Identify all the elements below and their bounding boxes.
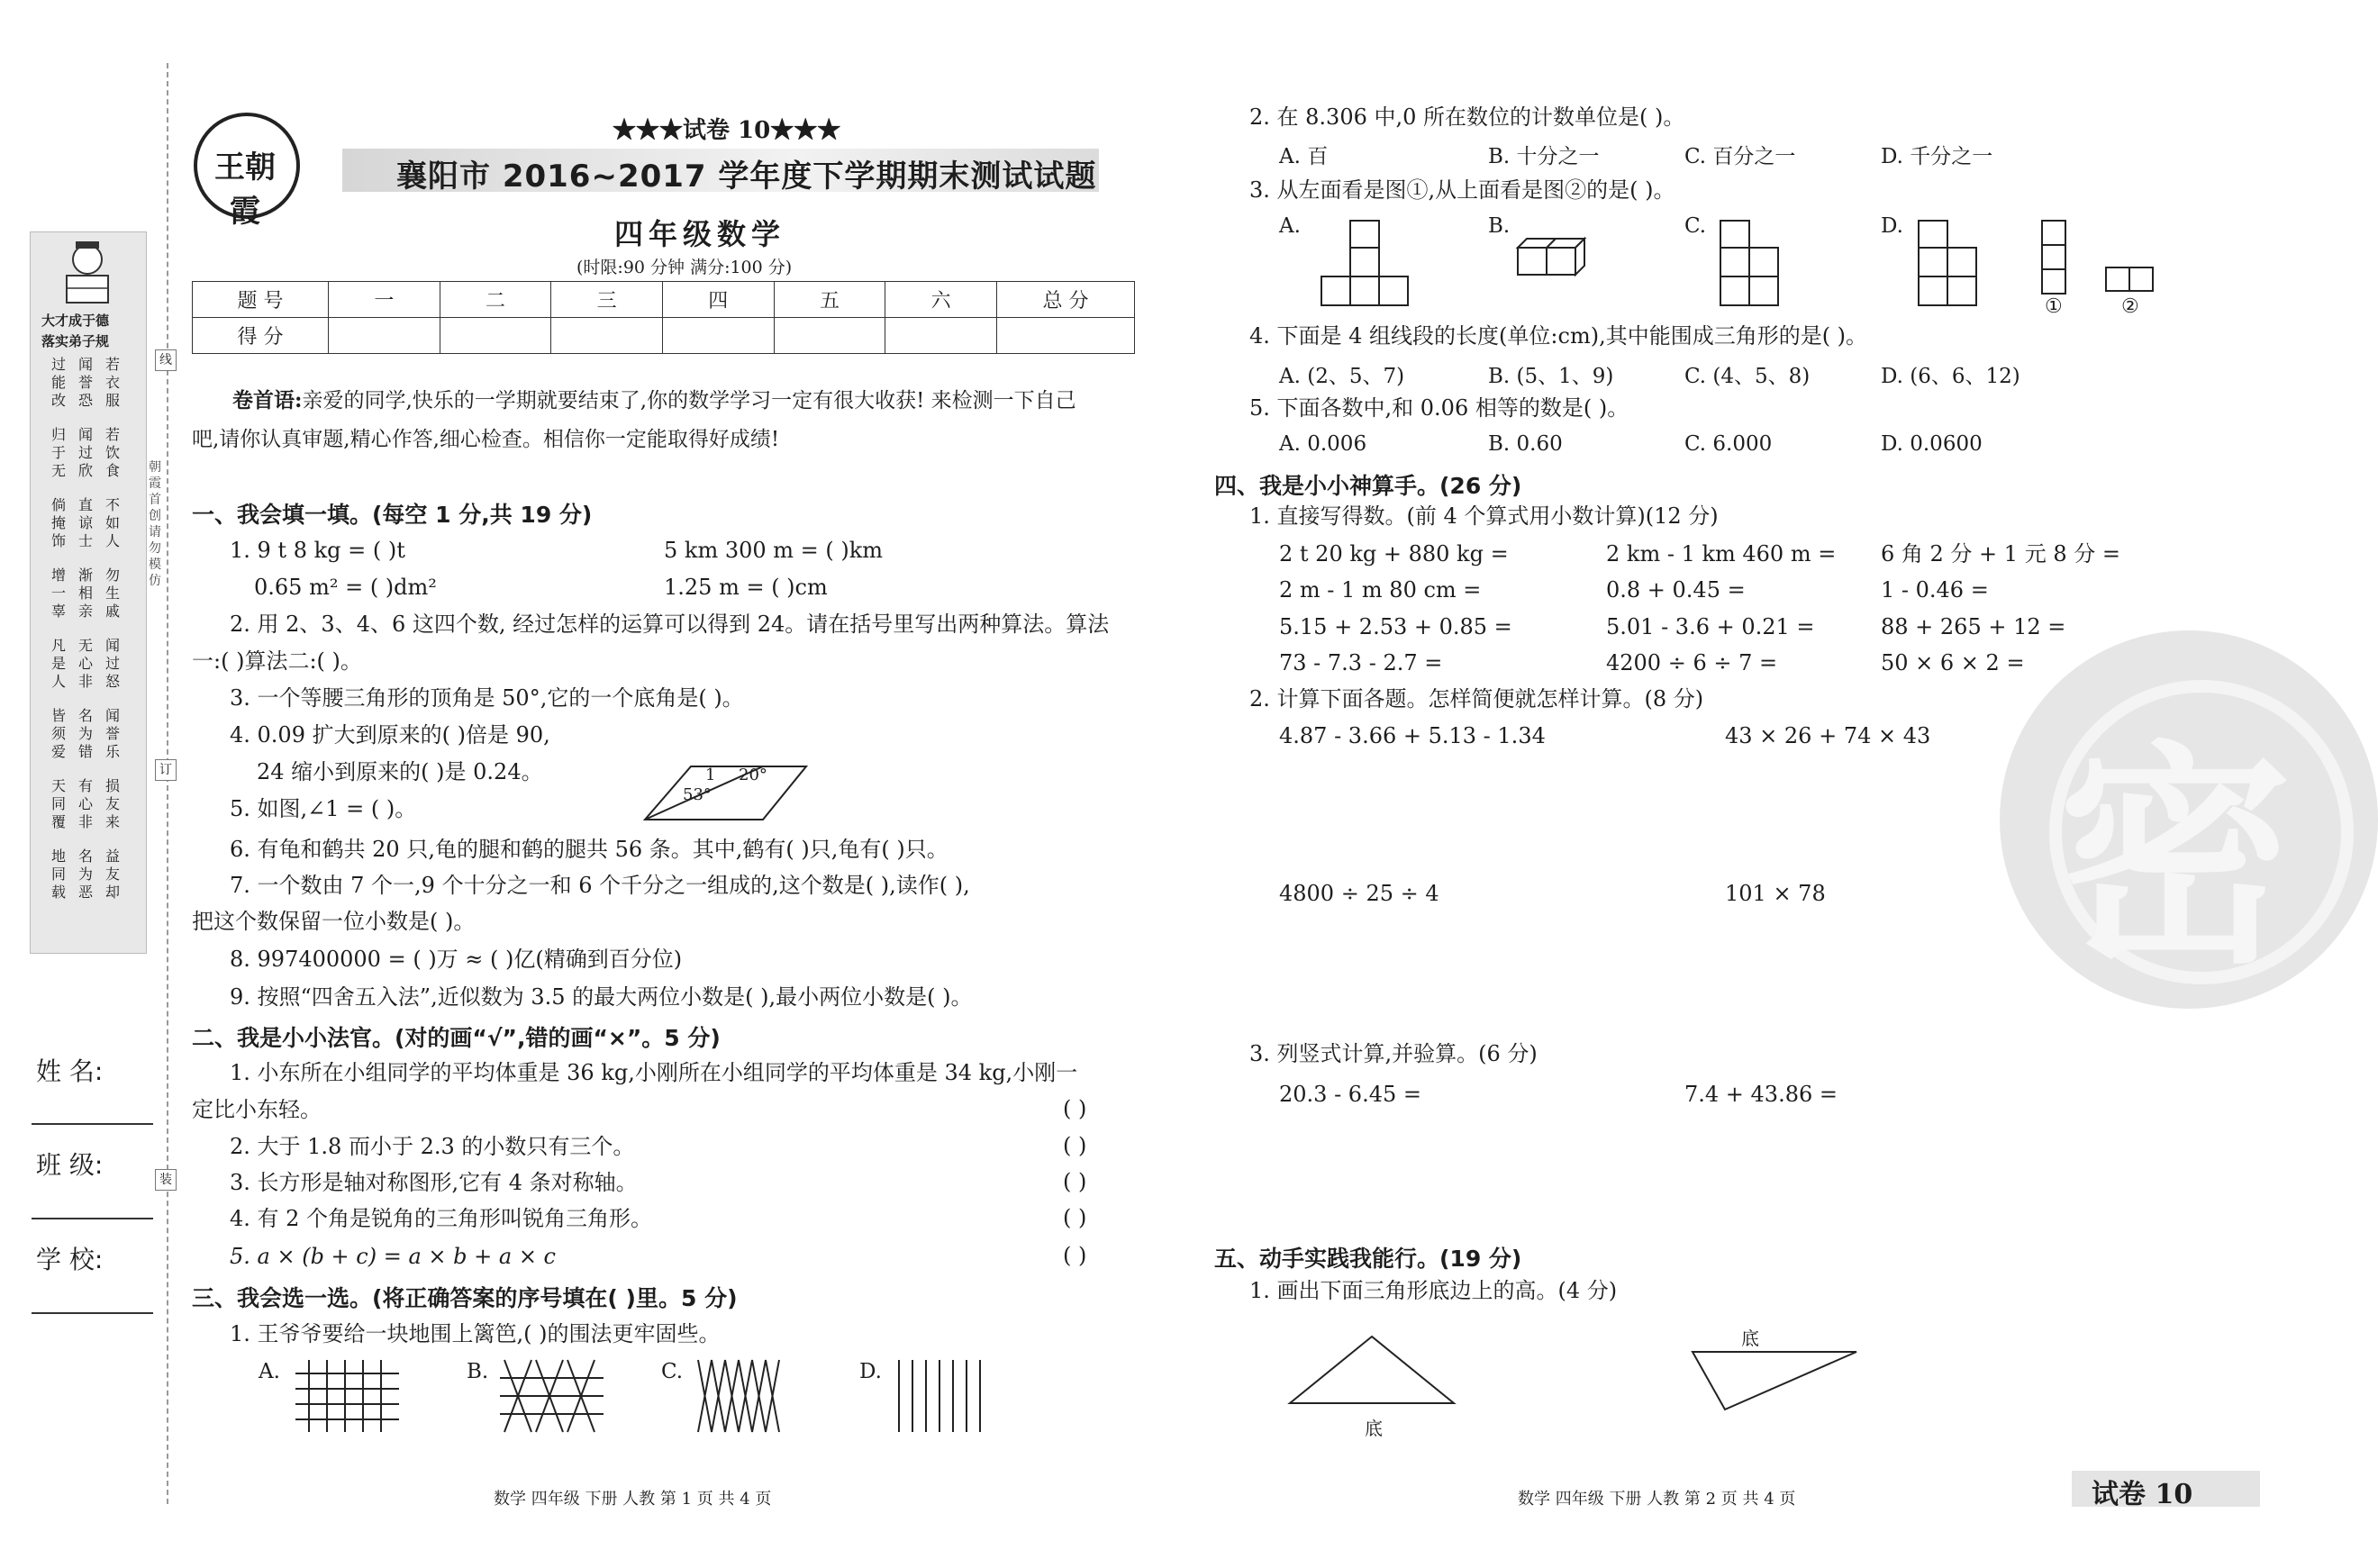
calc-item: 4200 ÷ 6 ÷ 7 = [1606,650,1778,675]
calc-item: 0.8 + 0.45 = [1606,577,1746,603]
score-table-score-row [193,318,1135,354]
s3-q3-opt-d[interactable]: D. [1881,214,1903,238]
s4-p2: 2. 计算下面各题。怎样简便就怎样计算。(8 分) [1249,686,1704,711]
p2-item: 4800 ÷ 25 ÷ 4 [1279,881,1439,906]
verse-group: 有心非 [77,777,93,830]
s3-q2-opt-d[interactable]: D. 千分之一 [1881,145,1993,168]
top-view-figure [2104,266,2156,295]
time-limit: (时限:90 分钟 满分:100 分) [576,258,793,277]
s3-q4: 4. 下面是 4 组线段的长度(单位:cm),其中能围成三角形的是( )。 [1249,323,1868,349]
angle-label-53: 53° [683,785,712,804]
margin-note: 朝霞首创 请勿模仿 [149,460,161,588]
s1-q4b: 24 缩小到原来的( )是 0.24。 [257,759,543,784]
cube-figure-a[interactable] [1317,221,1416,311]
verse-group: 过能改 [50,356,66,409]
s2-q1b: 定比小东轻。 [192,1097,322,1122]
verse-group: 不如人 [104,496,120,549]
p3-item: 7.4 + 43.86 = [1684,1082,1838,1107]
verse-group: 倘掩饰 [50,496,66,549]
angle-label-20: 20° [739,766,767,784]
s4-p1: 1. 直接写得数。(前 4 个算式用小数计算)(12 分) [1249,503,1719,529]
calc-item: 5.01 - 3.6 + 0.21 = [1606,614,1815,639]
calc-item: 2 km - 1 km 460 m = [1606,541,1837,566]
calc-item: 5.15 + 2.53 + 0.85 = [1279,614,1512,639]
s3-q3-opt-c[interactable]: C. [1684,214,1707,238]
s1-q3: 3. 一个等腰三角形的顶角是 50°,它的一个底角是( )。 [230,685,744,711]
paper-number: ★★★试卷 10★★★ [613,117,841,144]
angle-label-1: 1 [705,766,716,784]
fence-opt-a-label: A. [259,1360,280,1383]
s3-q5-opt-a[interactable]: A. 0.006 [1279,432,1367,456]
section-5-title: 五、动手实践我能行。(19 分) [1214,1246,1522,1272]
s3-q4-opt-b[interactable]: B. (5、1、9) [1488,365,1614,388]
class-field[interactable] [32,1218,153,1219]
verse-group: 天同覆 [50,777,66,830]
s2-q1a: 1. 小东所在小组同学的平均体重是 36 kg,小刚所在小组同学的平均体重是 34 kg,小刚一 [230,1060,1078,1085]
s3-q4-opt-c[interactable]: C. (4、5、8) [1684,365,1811,388]
score-cell: 四 [662,282,774,318]
calc-item: 2 m - 1 m 80 cm = [1279,577,1482,603]
s3-q2-opt-b[interactable]: B. 十分之一 [1488,145,1600,168]
verse-group: 皆须爱 [50,707,66,760]
verse-group: 闻誉恐 [77,356,93,409]
fence-grid-c[interactable] [694,1360,784,1432]
score-cell: 五 [774,282,885,318]
fence-grid-d[interactable] [894,1360,985,1432]
section-3-title: 三、我会选一选。(将正确答案的序号填在( )里。5 分) [192,1285,738,1311]
score-table-header-row [193,282,1135,318]
score-cell: 三 [551,282,663,318]
s2-q2: 2. 大于 1.8 而小于 2.3 的小数只有三个。 [230,1134,635,1159]
score-input[interactable] [885,318,997,354]
triangle-figure-1[interactable] [1286,1333,1457,1407]
verse-group: 直谅士 [77,496,93,549]
s3-q3-opt-b[interactable]: B. [1488,214,1511,238]
name-field[interactable] [32,1123,153,1125]
verse-group: 名为错 [77,707,93,760]
s2-q4: 4. 有 2 个角是锐角的三角形叫锐角三角形。 [230,1206,653,1231]
score-input[interactable] [551,318,663,354]
base-label-1: 底 [1365,1418,1383,1439]
s2-q2-answer[interactable]: ( ) [1063,1133,1087,1158]
score-input[interactable] [662,318,774,354]
verse-group: 归于无 [50,426,66,479]
section-4-title: 四、我是小小神算手。(26 分) [1214,473,1522,499]
fence-opt-b-label: B. [467,1360,489,1383]
fence-grid-b[interactable] [500,1360,604,1432]
parallelogram-figure [641,763,812,824]
score-table [192,281,1135,354]
cut-mark-ding: 订 [155,759,177,781]
s2-q3-answer[interactable]: ( ) [1063,1169,1087,1194]
s1-q1d: 1.25 m = ( )cm [664,575,828,600]
verse-group: 若衣服 [104,356,120,409]
s3-q4-opt-a[interactable]: A. (2、5、7) [1279,365,1405,388]
s3-q5-opt-c[interactable]: C. 6.000 [1684,432,1773,456]
s1-q2a: 2. 用 2、3、4、6 这四个数, 经过怎样的运算可以得到 24。请在括号里写出两种算法。算法 [230,612,1110,637]
s2-q1-answer[interactable]: ( ) [1063,1096,1087,1121]
left-view-figure [2040,219,2069,296]
view-mark-2: ② [2121,295,2139,318]
s1-q7a: 7. 一个数由 7 个一,9 个十分之一和 6 个千分之一组成的,这个数是( ),读作( ), [230,873,970,898]
s3-q5-opt-d[interactable]: D. 0.0600 [1881,432,1983,456]
score-cell: 二 [440,282,551,318]
score-input[interactable] [997,318,1135,354]
fence-grid-a[interactable] [295,1360,399,1432]
name-label: 姓 名: [36,1056,104,1086]
s3-q5: 5. 下面各数中,和 0.06 相等的数是( )。 [1249,395,1629,421]
score-input[interactable] [440,318,551,354]
s3-q3: 3. 从左面看是图①,从上面看是图②的是( )。 [1249,177,1675,203]
s3-q2: 2. 在 8.306 中,0 所在数位的计数单位是( )。 [1249,104,1685,130]
cube-figure-c[interactable] [1716,221,1788,311]
school-field[interactable] [32,1312,153,1314]
s1-q6: 6. 有龟和鹤共 20 只,龟的腿和鹤的腿共 56 条。其中,鹤有( )只,龟有( )只。 [230,837,948,862]
verse-group: 勿生戚 [104,566,120,620]
cut-line [167,63,168,1504]
s3-q1: 1. 王爷爷要给一块地围上篱笆,( )的围法更牢固些。 [230,1321,721,1346]
verse-group: 增一辜 [50,566,66,620]
s2-q4-answer[interactable]: ( ) [1063,1205,1087,1230]
calc-item: 2 t 20 kg + 880 kg = [1279,541,1509,566]
s2-q3: 3. 长方形是轴对称图形,它有 4 条对称轴。 [230,1170,638,1195]
watermark-char: 密 [2058,721,2292,995]
score-cell: 题 号 [193,282,329,318]
intro-text: 亲爱的同学,快乐的一学期就要结束了,你的数学学习一定有很大收获! 来检测一下自己 [302,389,1076,412]
s3-q2-opt-a[interactable]: A. 百 [1279,145,1329,168]
calc-item: 73 - 7.3 - 2.7 = [1279,650,1443,675]
s2-q5-answer[interactable]: ( ) [1063,1243,1087,1268]
s3-q5-opt-b[interactable]: B. 0.60 [1488,432,1563,456]
s1-q1a: 1. 9 t 8 kg = ( )t [230,538,405,563]
s3-q2-opt-c[interactable]: C. 百分之一 [1684,145,1796,168]
score-input[interactable] [774,318,885,354]
verse-group: 闻过怒 [104,637,120,690]
cut-mark-xian: 线 [155,349,177,371]
fence-opt-d-label: D. [859,1360,882,1383]
s1-q2b: 一:( )算法二:( )。 [192,648,362,674]
verse-group: 益友却 [104,847,120,901]
section-1-title: 一、我会填一填。(每空 1 分,共 19 分) [192,502,593,528]
verse-group: 名为恶 [77,847,93,901]
score-input[interactable] [329,318,440,354]
exam-title: 襄阳市 2016~2017 学年度下学期期末测试试题 [396,159,1097,195]
score-cell: 得 分 [193,318,329,354]
verse-group: 凡是人 [50,637,66,690]
score-cell: 一 [329,282,440,318]
calc-item: 88 + 265 + 12 = [1881,614,2066,639]
cube-figure-b[interactable] [1513,234,1585,279]
view-mark-1: ① [2045,295,2063,318]
brand-logo-text: 王朝霞 [214,150,276,230]
score-cell: 六 [885,282,997,318]
s1-q9: 9. 按照“四舍五入法”,近似数为 3.5 的最大两位小数是( ),最小两位小数是( )。 [230,984,973,1010]
calc-item: 1 - 0.46 = [1881,577,1989,603]
score-cell: 总 分 [997,282,1135,318]
s1-q7b: 把这个数保留一位小数是( )。 [192,909,476,934]
class-label: 班 级: [36,1150,104,1180]
verse-group: 地同载 [50,847,66,901]
p3-item: 20.3 - 6.45 = [1279,1082,1421,1107]
paper-tag: 试卷 10 [2092,1479,2193,1510]
verse-group: 闻过欣 [77,426,93,479]
verse-group: 闻誉乐 [104,707,120,760]
s1-q1c: 0.65 m² = ( )dm² [254,575,437,600]
s1-q8: 8. 997400000 = ( )万 ≈ ( )亿(精确到百分位) [230,947,683,972]
subject-title: 四年级数学 [614,217,786,251]
verse-group: 渐相亲 [77,566,93,620]
verse-group: 损友来 [104,777,120,830]
s4-p3: 3. 列竖式计算,并验算。(6 分) [1249,1041,1538,1066]
motto-line-2: 落实弟子规 [41,333,110,349]
calc-item: 6 角 2 分 + 1 元 8 分 = [1881,541,2120,566]
s1-q4a: 4. 0.09 扩大到原来的( )倍是 90, [230,722,550,748]
s1-q5: 5. 如图,∠1 = ( )。 [230,796,417,821]
base-label-2: 底 [1741,1328,1759,1349]
p2-item: 101 × 78 [1725,881,1826,906]
section-2-title: 二、我是小小法官。(对的画“√”,错的画“×”。5 分) [192,1025,721,1051]
verse-group: 若饮食 [104,426,120,479]
footer-right: 数学 四年级 下册 人教 第 2 页 共 4 页 [1518,1490,1796,1509]
verse-group: 无心非 [77,637,93,690]
calc-item: 50 × 6 × 2 = [1881,650,2025,675]
footer-left: 数学 四年级 下册 人教 第 1 页 共 4 页 [494,1490,772,1509]
p2-item: 43 × 26 + 74 × 43 [1725,723,1931,748]
fence-opt-c-label: C. [661,1360,684,1383]
s1-q1b: 5 km 300 m = ( )km [664,538,884,563]
triangle-figure-2[interactable] [1689,1348,1860,1413]
school-label: 学 校: [36,1245,104,1274]
cut-mark-zhuang: 装 [155,1169,177,1191]
s2-q5: 5. a × (b + c) = a × b + a × c [230,1244,556,1269]
s5-p1: 1. 画出下面三角形底边上的高。(4 分) [1249,1278,1618,1303]
motto-line-1: 大才成于德 [41,313,110,329]
s3-q4-opt-d[interactable]: D. (6、6、12) [1881,365,2020,388]
scholar-illustration [54,236,121,308]
intro-line-2: 吧,请你认真审题,精心作答,细心检查。相信你一定能取得好成绩! [192,428,780,451]
intro-label: 卷首语: [232,388,303,412]
intro-line-1 [232,387,1076,414]
s3-q3-opt-a[interactable]: A. [1279,214,1301,238]
p2-item: 4.87 - 3.66 + 5.13 - 1.34 [1279,723,1546,748]
cube-figure-d[interactable] [1914,221,1986,311]
